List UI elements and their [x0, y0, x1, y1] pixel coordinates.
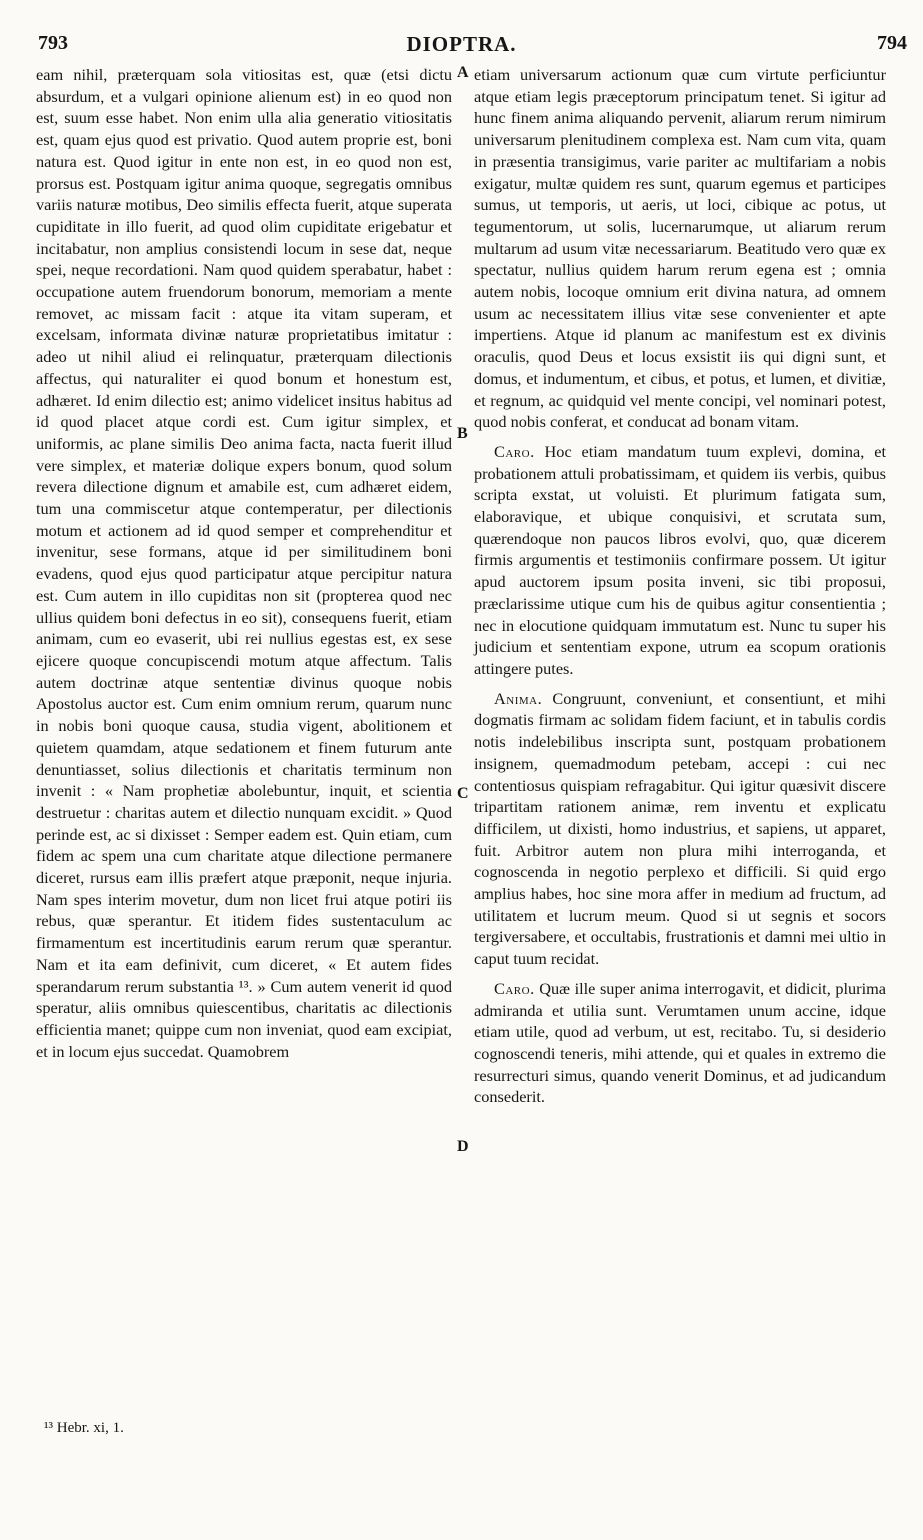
margin-letter-a: A — [457, 64, 469, 81]
dialogue-paragraph — [474, 688, 886, 970]
left-column — [36, 64, 452, 1062]
dialogue-paragraph — [474, 978, 886, 1108]
footnote: ¹³ Hebr. xi, 1. — [44, 1420, 124, 1436]
dialogue-paragraph — [474, 441, 886, 680]
speaker-label: Caro. — [494, 441, 535, 461]
speaker-label: Anima. — [494, 688, 543, 708]
left-column-text: eam nihil, præterquam sola vitiositas est, quæ (etsi dictu absurdum, et a vulgari opinione alienum est) in eo quod non est, suum esse habet. Non enim ulla alia generatio vitiositatis est, quam ejus quod est privatio. Quod autem proprie est, boni natura est. Quod igitur in ente non est, in eo quod non est, prorsus est. Postquam igitur anima quoque, segregatis omnibus variis naturæ motibus, Deo similis effecta fuerit, atque superata cupiditate in illo fuerit, ad quod olim cupiditate erigebatur et incitabatur, non amplius consistendi locum in sese dat, neque spei, neque recordationi. Nam quod quidem sperabatur, habet : occupatione autem fruendorum bonorum, memoriam a mente removet, ac missam facit : atque ita vitam superam, et excelsam, informata divinæ naturæ proprietatibus imitatur : adeo ut nihil aliud ei relinquatur, præterquam dilectionis affectus, qui naturaliter ei quod bonum et honestum est, adhæret. Id enim dilectio est; animo videlicet insitus habitus ad id quod placet atque cordi est. Cum igitur simplex, et uniformis, ac plane similis Deo anima facta, nacta fuerit illud vere simplex, et materiæ dolique expers bonum, quod solum revera dilectione dignum et amabile est, cum adhæret eidem, tum una commiscetur atque contemperatur, per dilectionis motum et actionem ad id quod semper et comprehenditur et invenitur, sese formans, atque id per similitudinem boni evadens, quod ejus quod participatur atque percipitur natura est. Cum autem in illo cupiditas non sit (propterea quod nec ullius quidem boni defectus in eo sit), consequens fuerit, etiam animam, cum eo evaserit, ubi rei nullius egestas est, ex sese ejicere quoque concupiscendi motum atque affectum. Talis autem doctrinæ atque sententiæ divinus quoque nobis Apostolus auctor est. Cum enim omnium rerum, quarum nunc in nobis boni quoque causa, studia vigent, abolitionem et quietem quamdam, atque sedationem et finem futurum ante denuntiasset, solius dilectionis et charitatis terminum non invenit : « Nam prophetiæ abolebuntur, inquit, et scientia destruetur : charitas autem et dilectio nunquam excidit. » Quod perinde est, ac si dixisset : Semper eadem est. Quin etiam, cum fidem ac spem una cum charitate atque dilectione permanere diceret, rursus eam illis præfert atque præponit, neque injuria. Nam spes interim movetur, dum non licet frui atque potiri iis rebus, quæ sperantur. Et itidem fides sustentaculum ac firmamentum est incertitudinis earum rerum quæ sperantur. Nam et ita eam definivit, cum diceret, « Et autem fides sperandarum rerum substantia ¹³. » Cum autem venerit id quod speratur, aliis omnibus quiescentibus, charitatis ac dilectionis efficientia manet; quippe cum non inveniat, quod eam excipiat, et in locum ejus succedat. Quamobrem — [36, 65, 452, 1061]
dialogue-text: Quæ ille super anima interrogavit, et didicit, plurima admiranda et utilia sunt. Verumtamen unum accine, idque etiam utile, quod ad verbum, ut est, recitabo. Tu, si desiderio cognoscendi teneris, mihi attende, qui et quales in extremo die resurrecturi simus, quando venerit Dominus, et ad judicandum consederit. — [474, 978, 886, 1107]
right-column — [474, 64, 886, 1108]
page-number-left: 793 — [38, 32, 68, 54]
margin-letter-c: C — [457, 785, 469, 802]
speaker-label: Caro. — [494, 978, 535, 998]
page-number-right: 794 — [877, 32, 907, 54]
margin-letter-d: D — [457, 1138, 469, 1155]
dialogue-text: Congruunt, conveniunt, et consentiunt, et mihi dogmatis firmam ac solidam fidem faciunt, et in tabulis cordis notis indelebilibus inscripta sunt, postquam probationem insignem, quemadmodum petebam, accepi : cui nec contentiosus quispiam refragabitur. Qui igitur quæsivit discere tripartitam rationem animæ, rem inventu et explicatu difficilem, ut dixisti, homo industrius, et sapiens, ut apparet, fuit. Arbitror autem non plura mihi interroganda, et cognoscenda in negotio perplexo et difficili. Si quid ergo amplius habes, hoc sine mora affer in medium ad fructum, ad utilitatem et lucrum meum. Quod si ut segnis et socors tergiversabere, et occultabis, frustrationis et damni mei ultio in caput tuum recidat. — [474, 688, 886, 969]
page-header — [0, 32, 923, 62]
margin-letter-b: B — [457, 425, 468, 442]
right-column-continuation: etiam universarum actionum quæ cum virtute perficiuntur atque etiam legis præceptorum principatum tenet. Si igitur ad hunc finem anima aliquando pervenit, aliarum rerum nimirum universarum plenitudinem complexa est. Nam cum vita, quam in præsentia transigimus, varie pariter ac multifariam a nobis exigatur, multæ quidem res sunt, quarum egemus et participes sumus, ut temporis, ut aeris, ut loci, cibique ac potus, ut tegumentorum, ut solis, lucernarumque, ut aliarum rerum multarum ad usum vitæ necessariarum. Beatitudo vero quæ ex spectatur, nullius quidem harum rerum egena est ; omnia autem nobis, locoque omnium erit divina natura, ad omnem usum ac necessitatem illius vitæ sese convenienter et apte impertiens. Atque id planum ac manifestum est ex divinis oraculis, quod Deus et locus exsistit iis qui digni sunt, et domus, et indumentum, et cibus, et potus, et lumen, et divitiæ, et regnum, ac quidquid vel mente concipi, vel nominari potest, quod nobis conferat, et conducat ad bonam vitam. — [474, 65, 886, 432]
dialogue-text: Hoc etiam mandatum tuum explevi, domina, et probationem attuli probatissimam, et quidem iis verbis, quibus scripta exstat, ut voluisti. Et plurimum fatigata sum, elaboravique, et ubique conquisivi, et scrutata sum, quærendoque non paucos libros evolvi, quo, quæ dicerem firmis argumentis et testimoniis confirmare possem. Ut igitur apud auctorem ipsum posita inveni, sic tibi proposui, præclarissime utique cum his de quibus agitur consentientia ; nec in elocutione quidquam immutatum est. Nunc tu super his judicium et sententiam expone, utrum ea scopum orationis attingere putes. — [474, 441, 886, 678]
running-title: DIOPTRA. — [406, 32, 517, 56]
